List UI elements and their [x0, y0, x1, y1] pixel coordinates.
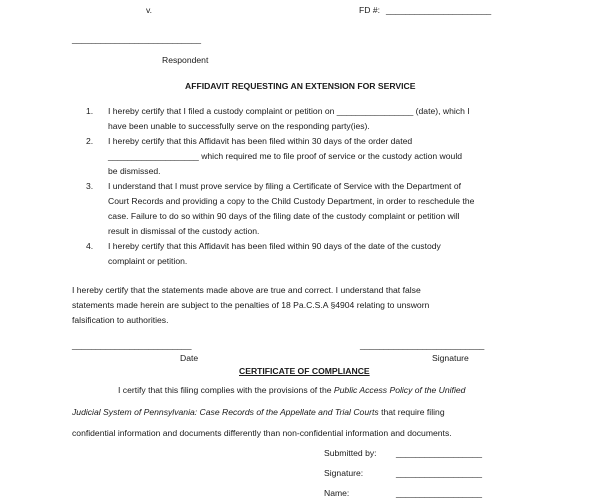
policy-title-part-1: Public Access Policy of the Unified	[333, 385, 466, 395]
item-number: 3.	[86, 181, 94, 191]
fd-number-blank[interactable]: ______________________	[386, 5, 492, 15]
item-line: I hereby certify that I filed a custody complaint or petition on ________________ (date), which I	[108, 106, 470, 116]
cert-signature-label: Signature:	[324, 468, 364, 478]
name-label: Name:	[324, 488, 350, 498]
name-blank[interactable]: __________________	[396, 488, 483, 498]
item-line: ___________________ which required me to file proof of service or the custody action would	[108, 151, 463, 161]
item-line: result in dismissal of the custody action.	[108, 226, 260, 236]
item-line: I hereby certify that this Affidavit has been filed within 90 days of the date of the custody	[108, 241, 441, 251]
item-number: 1.	[86, 106, 94, 116]
affidavit-item	[86, 239, 556, 269]
versus-label: v.	[146, 5, 153, 15]
certificate-line-1	[72, 383, 541, 398]
item-line: Court Records and providing a copy to the Child Custody Department, in order to reschedule the	[108, 196, 475, 206]
statement-line: falsification to authorities.	[72, 315, 169, 325]
certificate-text: that require filing	[381, 407, 445, 417]
certificate-line-2	[72, 405, 541, 420]
item-line: be dismissed.	[108, 166, 161, 176]
signature-blank[interactable]: __________________________	[360, 340, 485, 350]
certificate-line-3: confidential information and documents differently than non-confidential information and documents.	[72, 428, 452, 438]
submitted-by-label: Submitted by:	[324, 448, 377, 458]
item-line: I understand that I must prove service by filing a Certificate of Service with the Department of	[108, 181, 461, 191]
item-line: complaint or petition.	[108, 256, 188, 266]
date-label: Date	[180, 353, 199, 363]
policy-title-part-2: Judicial System of Pennsylvania: Case Records of the Appellate and Trial Courts	[72, 407, 379, 417]
respondent-label: Respondent	[162, 55, 209, 65]
item-line: case. Failure to do so within 90 days of the filing date of the custody complaint or petition will	[108, 211, 460, 221]
respondent-name-blank[interactable]: ___________________________	[72, 34, 202, 44]
affidavit-title: AFFIDAVIT REQUESTING AN EXTENSION FOR SERVICE	[185, 81, 416, 91]
item-number: 2.	[86, 136, 94, 146]
statement-line: statements made herein are subject to the penalties of 18 Pa.C.S.A §4904 relating to unsworn	[72, 300, 430, 310]
item-number: 4.	[86, 241, 94, 251]
fd-number-label: FD #:	[359, 5, 381, 15]
affidavit-items	[86, 104, 556, 269]
cert-signature-blank[interactable]: __________________	[396, 468, 483, 478]
affidavit-item	[86, 179, 556, 239]
certification-statement	[72, 283, 556, 328]
certificate-title: CERTIFICATE OF COMPLIANCE	[239, 366, 370, 376]
date-blank[interactable]: _________________________	[72, 340, 192, 350]
certificate-text: I certify that this filing complies with the provisions of the	[118, 385, 332, 395]
submitted-by-blank[interactable]: __________________	[396, 448, 483, 458]
signature-label: Signature	[432, 353, 469, 363]
affidavit-item	[86, 134, 556, 179]
item-line: I hereby certify that this Affidavit has been filed within 30 days of the order dated	[108, 136, 413, 146]
statement-line: I hereby certify that the statements made above are true and correct. I understand that false	[72, 285, 421, 295]
affidavit-item	[86, 104, 556, 134]
item-line: have been unable to successfully serve on the responding party(ies).	[108, 121, 370, 131]
